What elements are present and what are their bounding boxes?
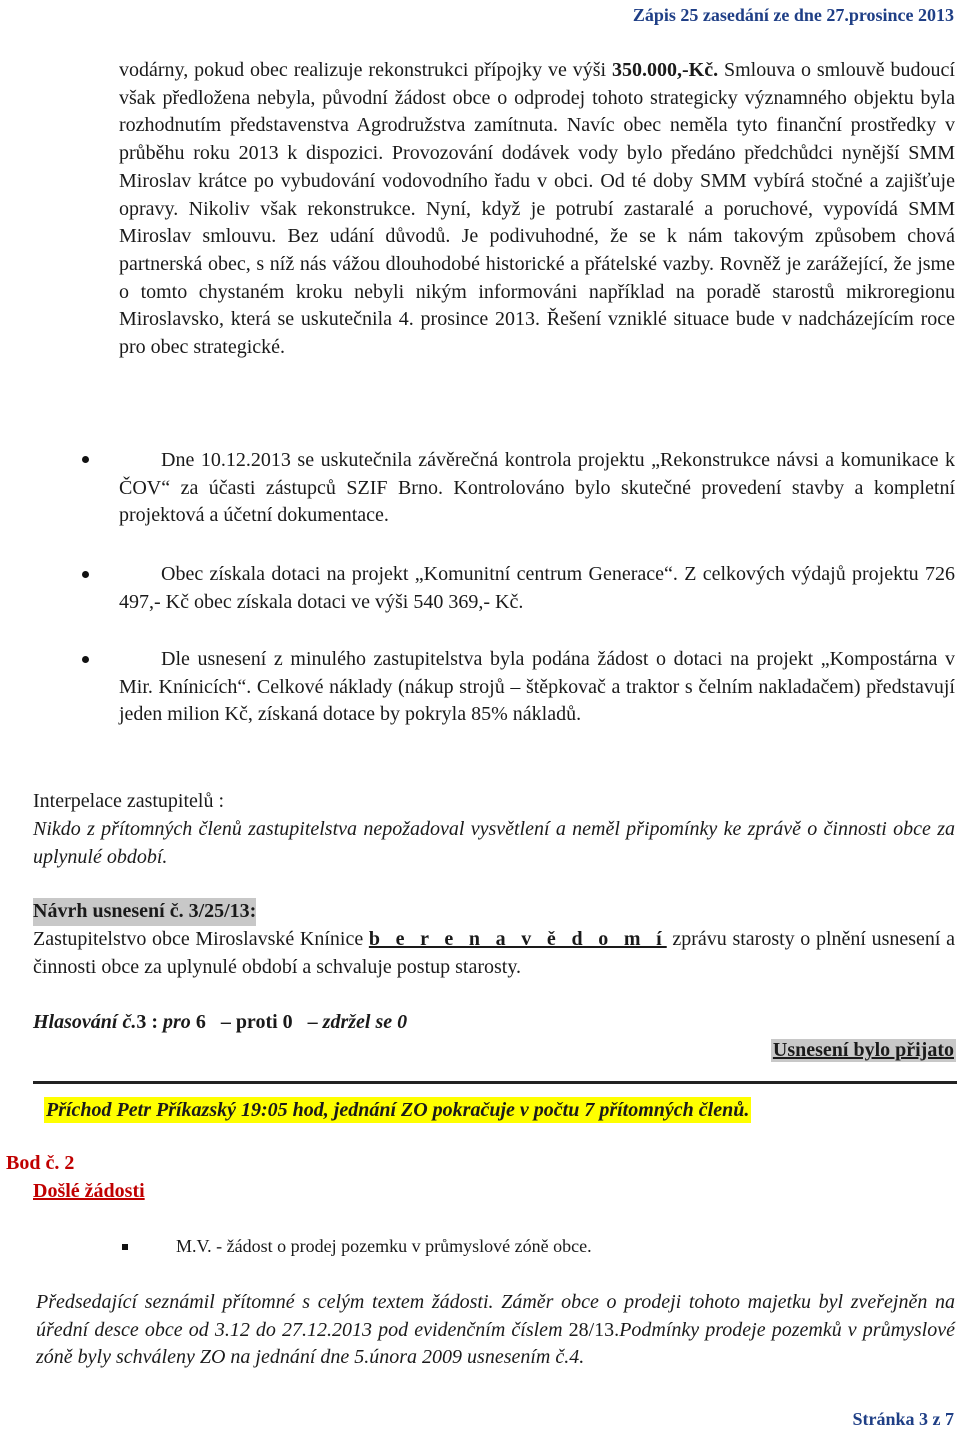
hlasovani [33, 1011, 407, 1034]
interpelace-label: Interpelace zastupitelů : [33, 790, 225, 812]
bullet-dot [82, 456, 89, 463]
p1-amount: 350.000,-Kč. [611, 59, 719, 81]
hlasovani-pro-value: 6 [190, 1011, 221, 1033]
navrh-text-b: zprávu starosty o plnění usnesení a činnosti obce za uplynulé období a schvaluje postup starosty. [33, 928, 956, 978]
navrh-label: Návrh usnesení č. 3/25/13: [33, 898, 256, 926]
request-item: M.V. - žádost o prodej pozemku v průmyslové zóně obce. [176, 1236, 592, 1256]
bullet-item-dotace: Obec získala dotaci na projekt „Komunitní centrum Generace“. Z celkových výdajů projektu 726 497,- Kč obec získala dotaci ve výši 540 369,- Kč. [119, 563, 955, 613]
interpelace-text: Nikdo z přítomných členů zastupitelstva nepožadoval vysvětlení a neměl připomínky ke zprávě o činnosti obce za uplynulé období. [33, 818, 955, 868]
hlasovani-number: 3 : [136, 1011, 164, 1033]
page-number: Stránka 3 z 7 [852, 1409, 954, 1429]
arrival-note: Příchod Petr Příkazský 19:05 hod, jednání ZO pokračuje v počtu 7 přítomných členů. [46, 1099, 750, 1121]
final-b: 28/13. [568, 1318, 620, 1341]
bere-na-vedomi: b e r e n a v ě d o m í [368, 928, 667, 950]
navrh-text-a: Zastupitelstvo obce Miroslavské Knínice [33, 928, 369, 950]
final-a: Předsedající seznámil přítomné s celým textem žádosti. Záměr obce o prodeji tohoto majetku byl zveřejněn na úřední desce obce od 3.12 do 27.12.2013 pod evidenčním číslem [36, 1291, 955, 1341]
hlasovani-zdrzel: zdržel se 0 [322, 1011, 408, 1033]
hlasovani-dash: – [292, 1011, 323, 1033]
hlasovani-pro-label: pro [163, 1011, 191, 1033]
hlasovani-proti: – proti 0 [220, 1011, 293, 1033]
p1-text-a: vodárny, pokud obec realizuje rekonstrukci přípojky ve výši [119, 59, 612, 81]
final-d: 5.února 2009 usnesením č.4. [354, 1346, 585, 1369]
agenda-item-number: Bod č. 2 [6, 1152, 75, 1174]
bullet-dot [82, 571, 89, 578]
resolution-passed: Usnesení bylo přijato [772, 1039, 954, 1061]
agenda-item-title: Došlé žádosti [33, 1180, 145, 1202]
final-paragraph [36, 1289, 955, 1372]
p1-text-c: Smlouva o smlouvě budoucí však předložena nebyla, původní žádost obce o odprodej tohoto strategicky významného objektu byla rozhodnutím představenstva Agrodružstva zamítnuta. Navíc obec neměla tyto finanční prostředky v průběhu roku 2013 k dispozici. Provozování dodávek vody bylo předáno předchůdci nynější SMM Miroslav krátce po vybudování vodovodního řadu v obci. Od té doby SMM vybírá stočné a zajišťuje opravy. Nikoliv však rekonstrukce. Nyní, když je potrubí zastaralé a poruchové, vypovídá SMM Miroslav smlouvu. Bez udání důvodů. Je podivuhodné, že se k nám takovým způsobem chová partnerská obec, s níž nás vážou dlouhodobé historické a přátelské vazby. Rovněž je zarážející, že jsme o tomto chystaném kroku nebyli nikým informováni například na poradě starostů mikroregionu Miroslavsko, která se uskutečnila 4. prosince 2013. Řešení vzniklé situace bude v nadcházejícím roce pro obec strategické. [119, 59, 955, 359]
final-c: Podmínky prodeje pozemků v průmyslové zóně byly schváleny ZO na jednání dne [36, 1318, 955, 1369]
bullet-dot [82, 656, 89, 663]
square-bullet [122, 1244, 128, 1250]
bullet-item-kompostarna: Dle usnesení z minulého zastupitelstva byla podána žádost o dotaci na projekt „Kompostárna v Mir. Knínicích“. Celkové náklady (nákup strojů – štěpkovač a traktor s čelním nakladačem) představují jeden milion Kč, získaná dotace by pokryla 85% nákladů. [119, 648, 955, 726]
divider [33, 1081, 957, 1084]
paragraph-water-supply [119, 57, 955, 362]
hlasovani-label: Hlasování č. [33, 1011, 137, 1033]
navrh-text [33, 926, 955, 981]
bullet-item-kontrola: Dne 10.12.2013 se uskutečnila závěrečná kontrola projektu „Rekonstrukce návsi a komunikace k ČOV“ za účasti zástupců SZIF Brno. Kontrolováno bylo skutečné provedení stavby a kompletní projektová a účetní dokumentace. [119, 449, 955, 527]
document-header: Zápis 25 zasedání ze dne 27.prosince 2013 [632, 5, 954, 25]
